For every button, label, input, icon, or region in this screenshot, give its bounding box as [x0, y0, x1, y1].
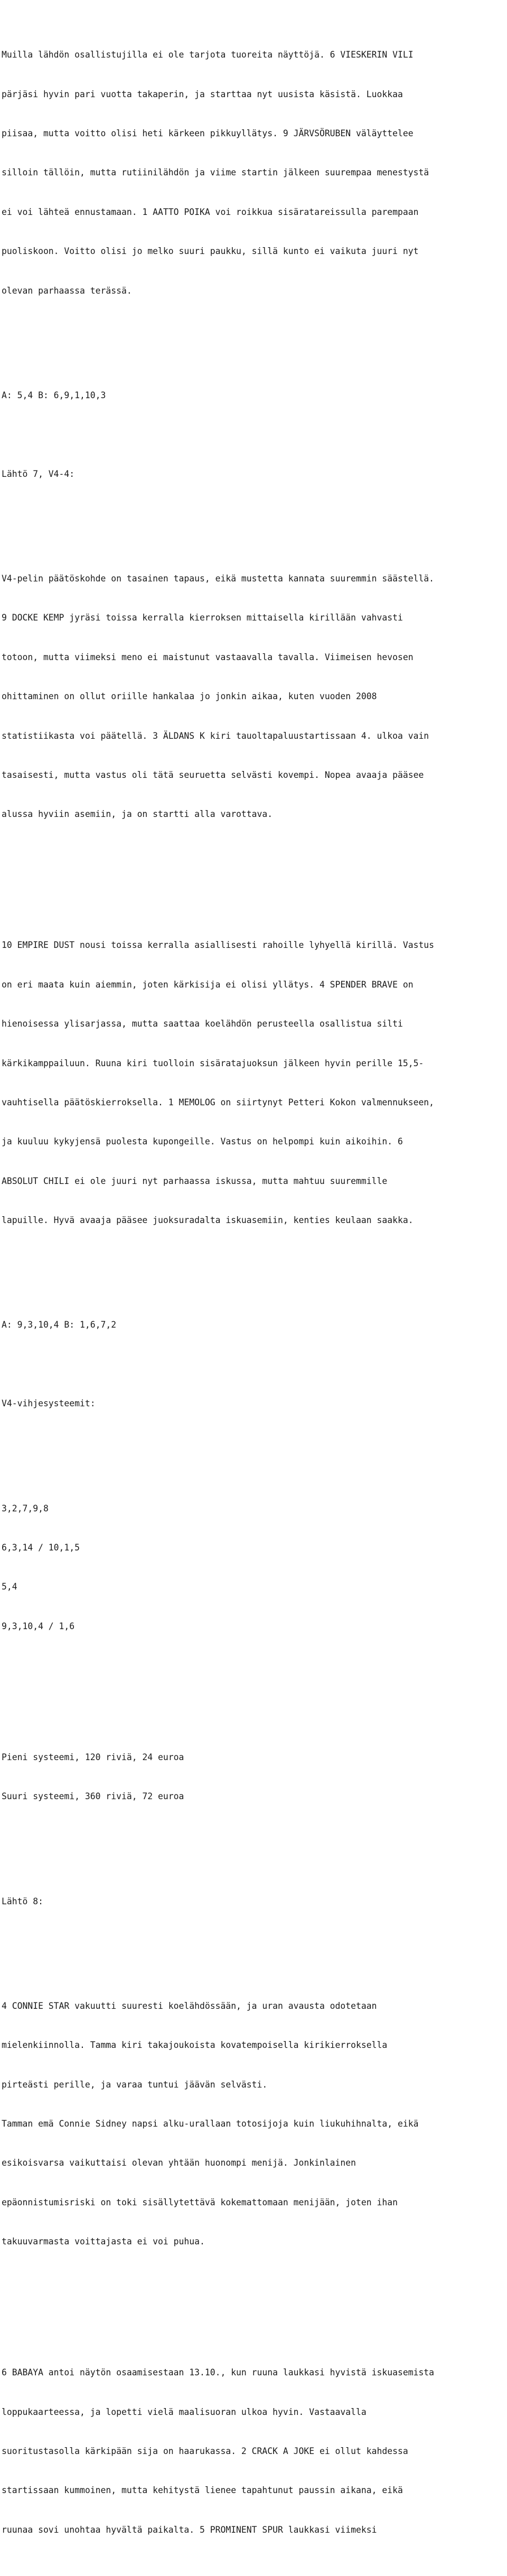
text-line: olevan parhaassa terässä.: [2, 285, 132, 296]
text-line: lapuille. Hyvä avaaja pääsee juoksuradalta iskuasemiin, kenties keulaan saakka.: [2, 1215, 414, 1226]
lahto8-paragraph-1: [2, 1973, 506, 2274]
system-prices: [2, 1725, 506, 1829]
lahto8-paragraph-2: [2, 2340, 506, 2563]
text-line: ruunaa sovi unohtaa hyvältä paikalta. 5 PROMINENT SPUR laukkasi viimeksi: [2, 2524, 377, 2535]
text-line: suoritustasolla kärkipään sija on haarukassa. 2 CRACK A JOKE ei ollut kahdessa: [2, 2446, 408, 2457]
text-line: 6 BABAYA antoi näytön osaamisestaan 13.10., kun ruuna laukkasi hyvistä iskuasemista: [2, 2367, 435, 2378]
lahto7-paragraph-2: [2, 913, 506, 1254]
system-line: 3,2,7,9,8: [2, 1503, 49, 1513]
lahto7-paragraph-1: [2, 546, 506, 847]
heading-lahto7: Lähtö 7, V4-4:: [2, 468, 75, 479]
text-line: tasaisesti, mutta vastus oli tätä seuruetta selvästi kovempi. Nopea avaaja pääsee: [2, 770, 424, 781]
text-line: Muilla lähdön osallistujilla ei ole tarjota tuoreita näyttöjä. 6 VIESKERIN VILI: [2, 50, 414, 60]
text-line: hienoisessa ylisarjassa, mutta saattaa koelähdön perusteella osallistua silti: [2, 1019, 403, 1029]
text-line: kärkikamppailuun. Ruuna kiri tuolloin sisäratajuoksun jälkeen hyvin perille 15,5-: [2, 1058, 424, 1068]
text-line: 4 CONNIE STAR vakuutti suuresti koelähdössään, ja uran avausta odotetaan: [2, 2000, 377, 2011]
text-line: vauhtisella päätöskierroksella. 1 MEMOLOG on siirtynyt Petteri Kokon valmennukseen,: [2, 1097, 435, 1107]
text-line: ABSOLUT CHILI ei ole juuri nyt parhaassa iskussa, mutta mahtuu suuremmille: [2, 1176, 388, 1186]
text-line: 9 DOCKE KEMP jyräsi toissa kerralla kierroksen mittaisella kirillään vahvasti: [2, 613, 403, 623]
document-body: [2, 0, 506, 2576]
text-line: ohittaminen on ollut oriille hankalaa jo jonkin aikaa, kuten vuoden 2008: [2, 691, 377, 702]
systems-list: [2, 1476, 506, 1659]
system-line: 9,3,10,4 / 1,6: [2, 1621, 75, 1631]
text-line: Tamman emä Connie Sidney napsi alku-urallaan totosijoja kuin liukuhihnalta, eikä: [2, 2119, 419, 2129]
text-line: silloin tällöin, mutta rutiinilähdön ja viime startin jälkeen suurempaa menestystä: [2, 167, 429, 178]
text-line: pirteästi perille, ja varaa tuntui jäävän selvästi.: [2, 2079, 268, 2090]
text-line: loppukaarteessa, ja lopetti vielä maalisuoran ulkoa hyvin. Vastaavalla: [2, 2406, 367, 2417]
system-line: 5,4: [2, 1582, 17, 1592]
text-line: mielenkiinnolla. Tamma kiri takajoukoista kovatempoisella kirikierroksella: [2, 2040, 388, 2051]
picks-lahto7: A: 9,3,10,4 B: 1,6,7,2: [2, 1320, 117, 1330]
text-line: pärjäsi hyvin pari vuotta takaperin, ja starttaa nyt uusista käsistä. Luokkaa: [2, 89, 403, 99]
heading-systems: V4-vihjesysteemit:: [2, 1398, 96, 1409]
text-line: ei voi lähteä ennustamaan. 1 AATTO POIKA voi roikkua sisäratareissulla parempaan: [2, 206, 419, 217]
text-line: takuuvarmasta voittajasta ei voi puhua.: [2, 2236, 205, 2247]
intro-paragraph: [2, 23, 506, 324]
text-line: puoliskoon. Voitto olisi jo melko suuri paukku, sillä kunto ei vaikuta juuri nyt: [2, 246, 419, 257]
price-line: Pieni systeemi, 120 riviä, 24 euroa: [2, 1752, 184, 1762]
text-line: alussa hyviin asemiin, ja on startti alla varottava.: [2, 809, 273, 820]
text-line: on eri maata kuin aiemmin, joten kärkisija ei olisi yllätys. 4 SPENDER BRAVE on: [2, 979, 414, 990]
text-line: epäonnistumisriski on toki sisällytettävä kokemattomaan menijään, joten ihan: [2, 2197, 398, 2207]
text-line: V4-pelin päätöskohde on tasainen tapaus, eikä mustetta kannata suuremmin säästellä.: [2, 574, 435, 584]
text-line: ja kuuluu kykyjensä puolesta kupongeille. Vastus on helpompi kuin aikoihin. 6: [2, 1136, 403, 1147]
text-line: piisaa, mutta voitto olisi heti kärkeen pikkuyllätys. 9 JÄRVSÖRUBEN väläyttelee: [2, 128, 414, 138]
price-line: Suuri systeemi, 360 riviä, 72 euroa: [2, 1791, 184, 1802]
picks-lahto6: A: 5,4 B: 6,9,1,10,3: [2, 390, 106, 400]
text-line: esikoisvarsa vaikuttaisi olevan yhtään huonompi menijä. Jonkinlainen: [2, 2158, 356, 2168]
text-line: statistiikasta voi päätellä. 3 ÄLDANS K kiri tauoltapaluustartissaan 4. ulkoa vain: [2, 730, 429, 741]
text-line: startissaan kummoinen, mutta kehitystä lienee tapahtunut paussin aikana, eikä: [2, 2485, 403, 2496]
text-line: 10 EMPIRE DUST nousi toissa kerralla asiallisesti rahoille lyhyellä kirillä. Vastus: [2, 940, 435, 951]
heading-lahto8: Lähtö 8:: [2, 1896, 43, 1906]
text-line: totoon, mutta viimeksi meno ei maistunut vastaavalla tavalla. Viimeisen hevosen: [2, 652, 414, 662]
system-line: 6,3,14 / 10,1,5: [2, 1543, 80, 1553]
